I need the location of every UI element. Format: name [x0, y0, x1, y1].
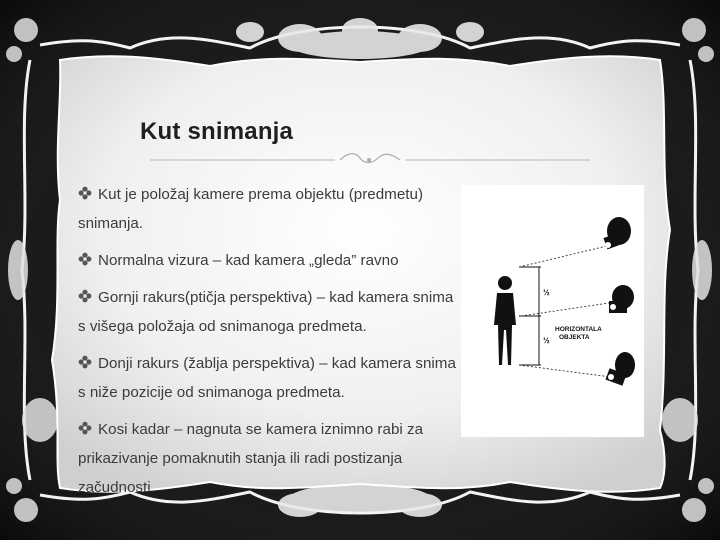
horizon-label-line1: HORIZONTALA	[555, 326, 602, 333]
sight-lines	[519, 245, 611, 377]
camera-high	[603, 217, 631, 249]
bullet-text: Kosi kadar – nagnuta se kamera iznimno rabi za prikazivanje pomaknutih stanja ili radi postizanja začudnosti.	[78, 421, 424, 496]
horizon-label-line2: OBJEKTA	[559, 334, 590, 341]
camera-low	[605, 352, 635, 386]
bullet-text: Normalna vizura – kad kamera „gleda” ravno	[98, 252, 399, 269]
person-figure	[494, 276, 516, 365]
camera-angle-illustration	[461, 185, 644, 437]
bullet-item	[78, 246, 456, 275]
bullet-item	[78, 180, 456, 238]
diamond-clover-icon	[78, 252, 92, 266]
diamond-clover-icon	[78, 186, 92, 200]
diamond-clover-icon	[78, 421, 92, 435]
diamond-clover-icon	[78, 289, 92, 303]
bullet-item	[78, 415, 456, 502]
bullet-item	[78, 283, 456, 341]
title-divider	[150, 150, 590, 170]
slide-title: Kut snimanja	[140, 118, 294, 145]
bullet-text: Kut je položaj kamere prema objektu (predmetu) snimanja.	[78, 186, 424, 232]
half-mark-top: ½	[543, 288, 550, 297]
camera-angle-diagram	[461, 185, 644, 437]
diamond-clover-icon	[78, 355, 92, 369]
bullet-item	[78, 349, 456, 407]
camera-normal	[609, 285, 634, 313]
bullet-text: Gornji rakurs(ptičja perspektiva) – kad kamera snima s višega položaja od snimanoga predmeta.	[78, 289, 454, 335]
bullet-list	[78, 180, 456, 502]
half-mark-bottom: ½	[543, 336, 550, 345]
bullet-text: Donji rakurs (žablja perspektiva) – kad kamera snima s niže pozicije od snimanoga predmeta.	[78, 355, 456, 401]
